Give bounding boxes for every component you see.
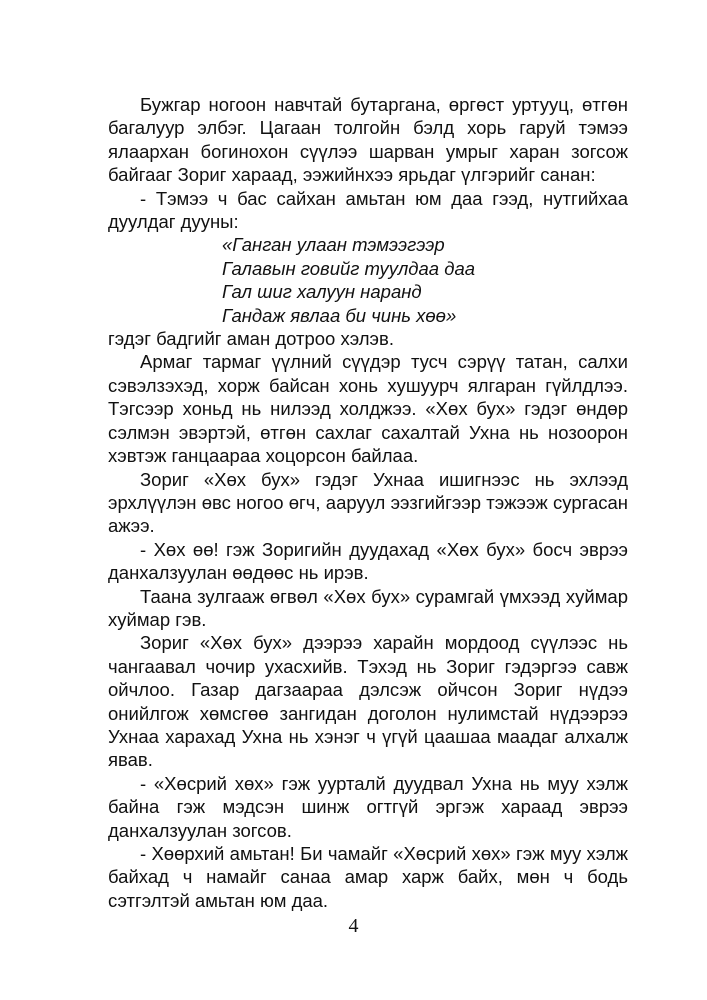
page-number: 4 <box>348 915 359 937</box>
after-verse-line: гэдэг бадгийг аман дотроо хэлэв. <box>108 328 394 350</box>
verse-line-2: Галавын говийг туулдаа даа <box>222 257 476 279</box>
paragraph-8: - «Хөсрий хөх» гэж уурталй дуудвал Ухна нь муу хэлж байна гэж мэдсэн шинж огтгүй эргэж хараад эврээ данхалзуулан зогсов. <box>108 772 628 841</box>
verse-line-3: Гал шиг халуун наранд <box>222 281 422 303</box>
verse-line-1: «Ганган улаан тэмээгээр <box>222 234 445 256</box>
body-text <box>108 93 628 912</box>
paragraph-4: Зориг «Хөх бух» гэдэг Ухнаа ишигнээс нь эхлээд эрхлүүлэн өвс ногоо өгч, ааруул ээзгийгээр тэжээж сургасан ажээ. <box>108 468 628 537</box>
paragraph-7: Зориг «Хөх бух» дээрээ харайн мордоод сүүлээс нь чангаавал чочир ухасхийв. Тэхэд нь Зориг гэдэргээ савж ойчлоо. Газар дагзаараа дэлсэж ойчсон Зориг нүдээ онийлгож хөмсгөө зангидан доголон нулимстай нүдээрээ Ухнаа харахад Ухна нь хэнэг ч үгүй цаашаа маадаг алхалж явав. <box>108 632 628 771</box>
paragraph-2: - Тэмээ ч бас сайхан амьтан юм даа гээд, нутгийхаа дуулдаг дууны: <box>108 187 628 233</box>
verse-line-4: Гандаж явлаа би чинь хөө» <box>222 304 457 326</box>
paragraph-5: - Хөх өө! гэж Зоригийн дуудахад «Хөх бух» босч эврээ данхалзуулан өөдөөс нь ирэв. <box>108 538 628 584</box>
paragraph-6: Таана зулгааж өгвөл «Хөх бух» сурамгай үмхээд хуймар хуймар гэв. <box>108 585 628 630</box>
paragraph-9: - Хөөрхий амьтан! Би чамайг «Хөсрий хөх» гэж муу хэлж байхад ч намайг санаа амар харж байх, мөн ч бодь сэтгэлтэй амьтан юм даа. <box>108 843 628 911</box>
song-verse <box>108 233 628 327</box>
paragraph-1: Бужгар ногоон навчтай бутаргана, өргөст уртууц, өтгөн багалуур элбэг. Цагаан толгойн бэлд хорь гаруй тэмээ ялаархан богинохон сүүлээ шарван умрыг харан зогсож байгааг Зориг хараад, ээжийнхээ ярьдаг үлгэрийг санан: <box>108 94 628 186</box>
paragraph-3: Армаг тармаг үүлний сүүдэр тусч сэрүү татан, салхи сэвэлзэхэд, хорж байсан хонь хушуурч ялгаран гүйлдлээ. Тэгсээр хоньд нь нилээд холджээ. «Хөх бух» гэдэг өндөр сэлмэн эвэртэй, өтгөн сахлаг сахалтай Ухна нь нозоорон хэвтэж ганцаараа хоцорсон байлаа. <box>108 351 628 467</box>
